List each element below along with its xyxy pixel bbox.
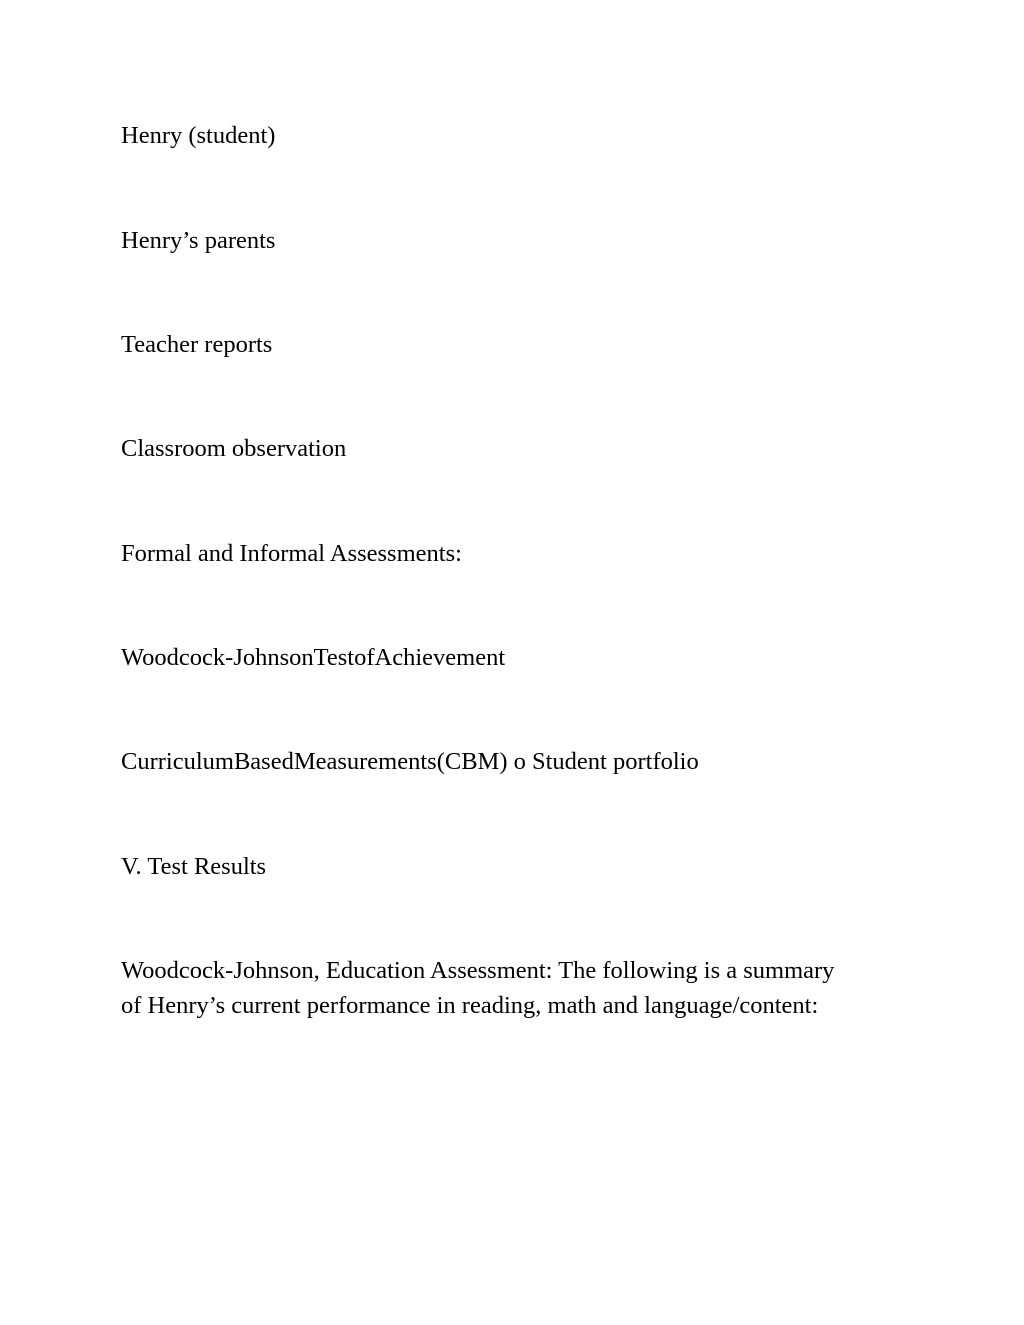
source-item-parents: Henry’s parents [121,227,276,254]
test-results-summary: Woodcock-Johnson, Education Assessment: The following is a summary of Henry’s current performance in reading, math and language/content: [121,957,835,1019]
source-item-classroom-observation: Classroom observation [121,435,347,462]
assessment-item-cbm-portfolio: CurriculumBasedMeasurements(CBM) o Student portfolio [121,748,699,775]
source-item-teacher-reports: Teacher reports [121,331,273,358]
source-item-student: Henry (student) [121,122,276,149]
assessment-item-woodcock-johnson: Woodcock-JohnsonTestofAchievement [121,644,506,671]
section-heading-test-results: V. Test Results [121,853,267,880]
assessments-heading: Formal and Informal Assessments: [121,540,462,567]
